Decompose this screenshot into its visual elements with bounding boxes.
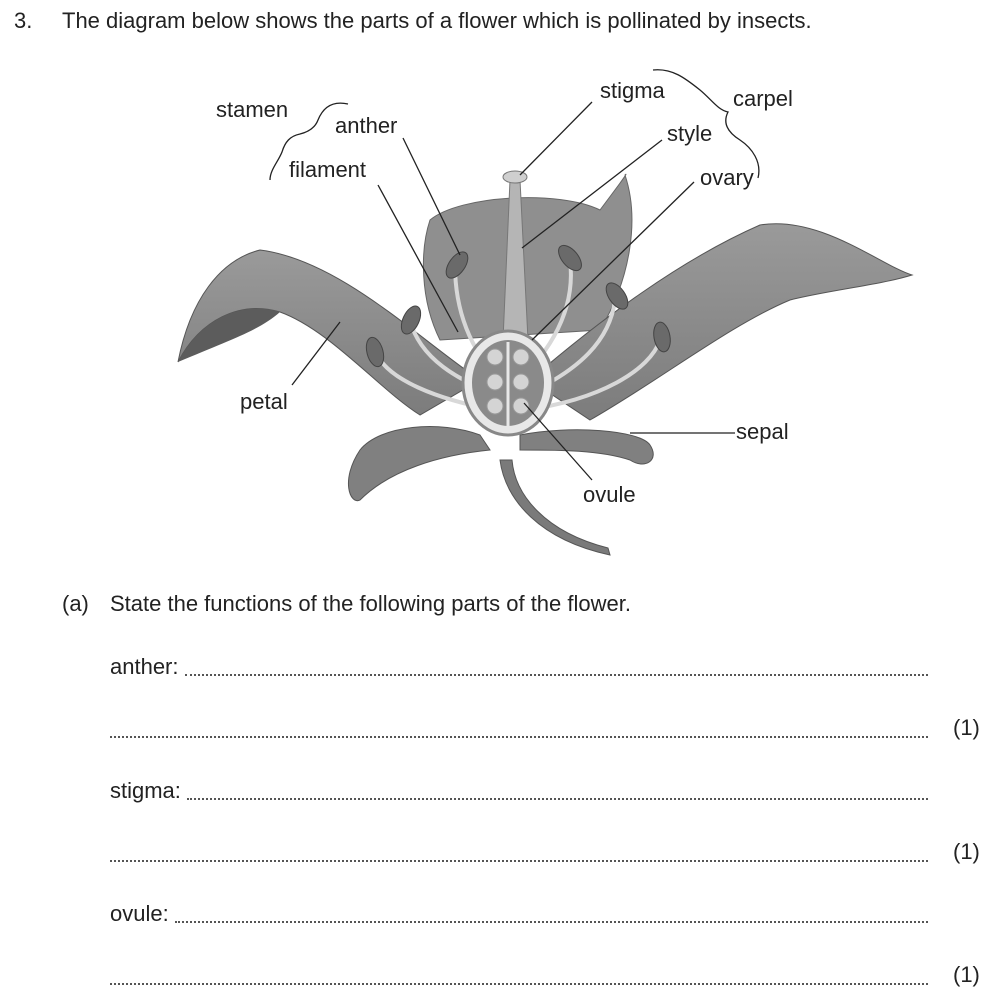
answer-label-anther: anther: <box>110 654 179 679</box>
ovule-answer-line-2[interactable] <box>110 959 928 989</box>
part-a-instruction <box>62 591 631 617</box>
label-petal: petal <box>240 389 288 414</box>
mark-anther: (1) <box>953 715 980 740</box>
answer-label-ovule: ovule: <box>110 901 169 926</box>
part-letter: (a) <box>62 591 89 616</box>
label-anther: anther <box>335 113 398 138</box>
instruction-text: State the functions of the following parts of the flower. <box>110 591 631 616</box>
mark-stigma: (1) <box>953 839 980 864</box>
label-stigma: stigma <box>600 78 665 103</box>
question-number: 3. <box>14 8 33 33</box>
stem <box>500 460 610 555</box>
anther-answer-line[interactable] <box>110 650 928 680</box>
label-ovary: ovary <box>700 165 754 190</box>
stigma-answer-line[interactable] <box>110 774 928 804</box>
stigma-answer-line-2[interactable] <box>110 836 928 866</box>
label-sepal: sepal <box>736 419 789 444</box>
label-ovule: ovule <box>583 482 636 507</box>
stigma-shape <box>503 171 527 183</box>
right-sepal <box>520 430 653 464</box>
answer-label-stigma: stigma: <box>110 778 181 803</box>
left-sepal <box>348 427 490 501</box>
label-stamen: stamen <box>216 97 289 122</box>
question-text: The diagram below shows the parts of a flower which is pollinated by insects. <box>62 8 812 33</box>
label-style: style <box>667 121 713 146</box>
label-carpel: carpel <box>733 86 793 111</box>
anther-answer-line-2[interactable] <box>110 712 928 742</box>
flower-diagram <box>0 50 1000 570</box>
ovule-answer-line[interactable] <box>110 897 928 927</box>
mark-ovule: (1) <box>953 962 980 987</box>
label-filament: filament <box>289 157 367 182</box>
